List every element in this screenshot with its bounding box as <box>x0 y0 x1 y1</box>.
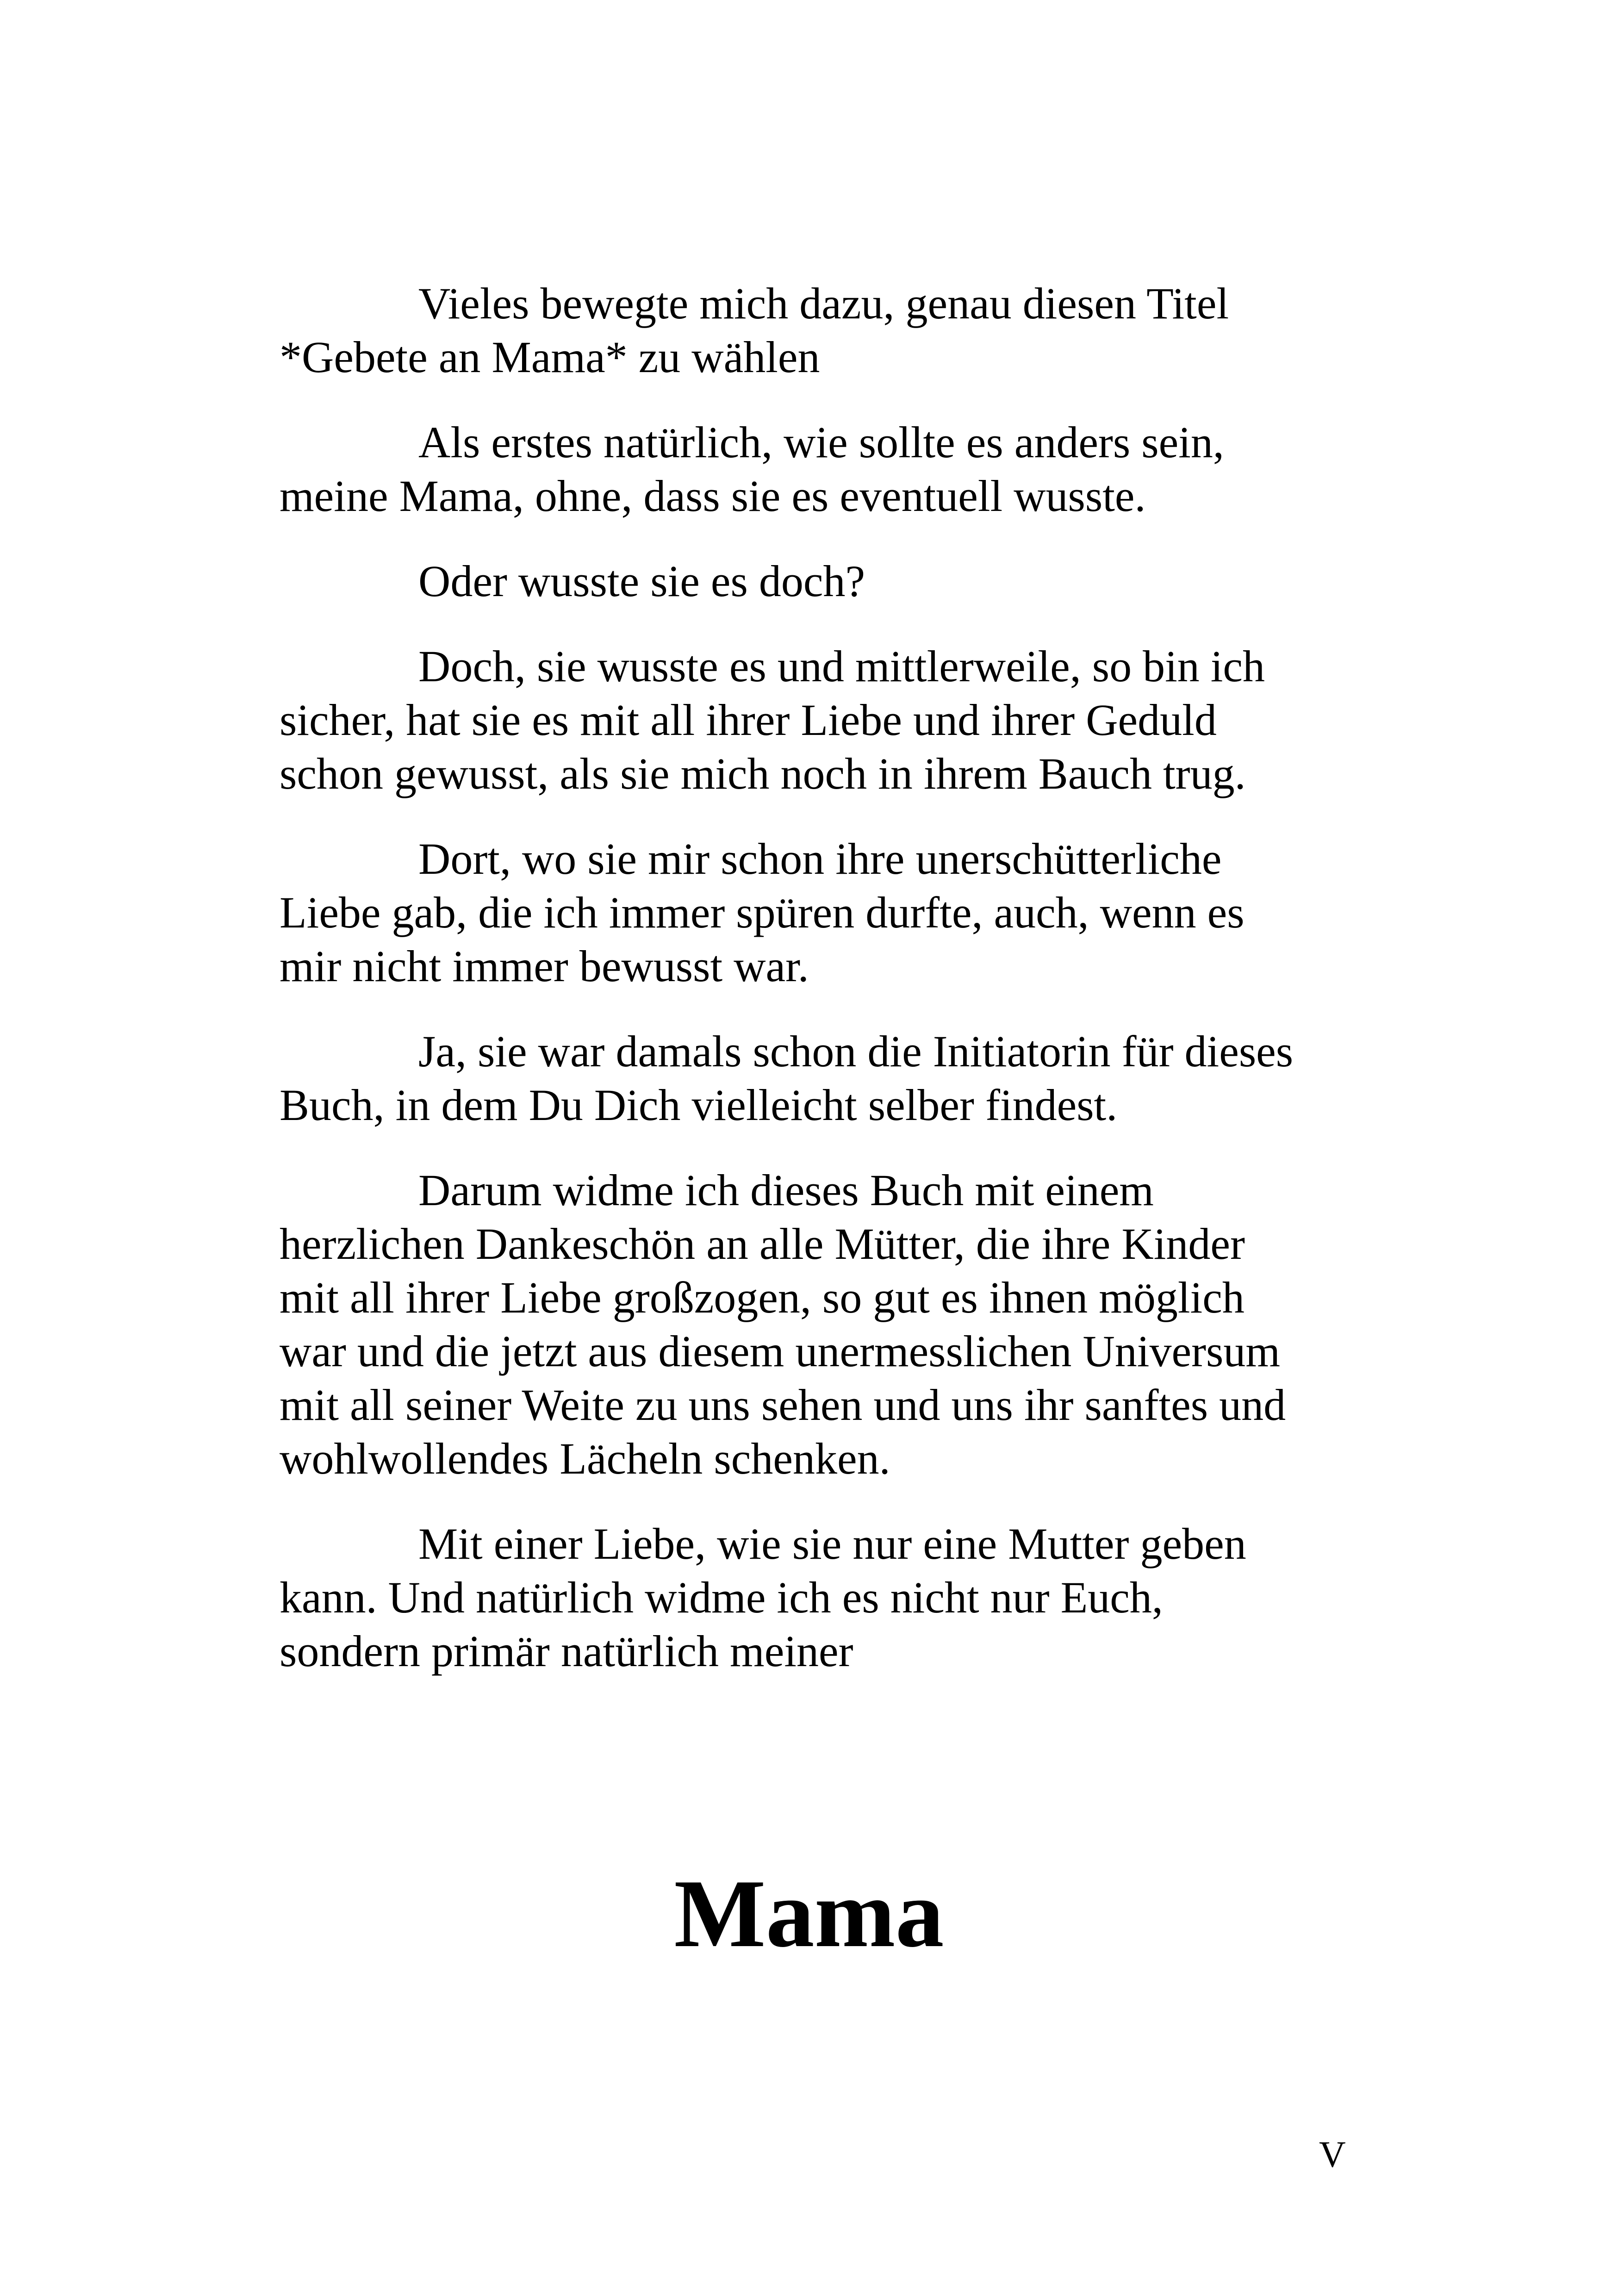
paragraph-2 <box>280 416 1353 523</box>
paragraph-5 <box>280 832 1353 993</box>
paragraph-line: sondern primär natürlich meiner <box>280 1626 853 1676</box>
paragraph-line: meine Mama, ohne, dass sie es eventuell wusste. <box>280 471 1146 521</box>
paragraph-line: schon gewusst, als sie mich noch in ihrem Bauch trug. <box>280 749 1246 798</box>
paragraph-line: Liebe gab, die ich immer spüren durfte, auch, wenn es <box>280 888 1245 937</box>
paragraph-line: mit all seiner Weite zu uns sehen und uns ihr sanftes und <box>280 1380 1286 1430</box>
paragraph-7 <box>280 1164 1353 1486</box>
paragraph-8 <box>280 1517 1353 1678</box>
paragraph-line: Buch, in dem Du Dich vielleicht selber findest. <box>280 1080 1118 1130</box>
closing-word: Mama <box>674 1860 944 1967</box>
paragraph-line: sicher, hat sie es mit all ihrer Liebe und ihrer Geduld <box>280 695 1217 745</box>
paragraph-line: Mit einer Liebe, wie sie nur eine Mutter geben <box>418 1519 1246 1568</box>
paragraph-4 <box>280 640 1353 801</box>
paragraph-line: herzlichen Dankeschön an alle Mütter, die ihre Kinder <box>280 1219 1245 1269</box>
paragraph-line: Doch, sie wusste es und mittlerweile, so bin ich <box>418 641 1265 691</box>
paragraph-line: mit all ihrer Liebe großzogen, so gut es ihnen möglich <box>280 1273 1245 1322</box>
paragraph-6 <box>280 1025 1353 1132</box>
paragraph-1 <box>280 277 1353 384</box>
page-number: V <box>1319 2134 1346 2175</box>
paragraph-3 <box>280 554 1353 608</box>
paragraph-line: Vieles bewegte mich dazu, genau diesen Titel <box>418 279 1229 328</box>
paragraph-line: kann. Und natürlich widme ich es nicht nur Euch, <box>280 1573 1163 1622</box>
paragraph-line: Oder wusste sie es doch? <box>418 556 865 606</box>
paragraph-line: Darum widme ich dieses Buch mit einem <box>418 1165 1154 1215</box>
body-text <box>280 277 1353 1678</box>
paragraph-line: *Gebete an Mama* zu wählen <box>280 332 820 382</box>
paragraph-line: war und die jetzt aus diesem unermesslichen Universum <box>280 1326 1281 1376</box>
paragraph-line: wohlwollendes Lächeln schenken. <box>280 1434 890 1483</box>
paragraph-line: Dort, wo sie mir schon ihre unerschütterliche <box>418 834 1222 884</box>
paragraph-line: Ja, sie war damals schon die Initiatorin für dieses <box>418 1027 1294 1076</box>
paragraph-line: mir nicht immer bewusst war. <box>280 941 809 991</box>
paragraph-line: Als erstes natürlich, wie sollte es anders sein, <box>418 417 1224 467</box>
